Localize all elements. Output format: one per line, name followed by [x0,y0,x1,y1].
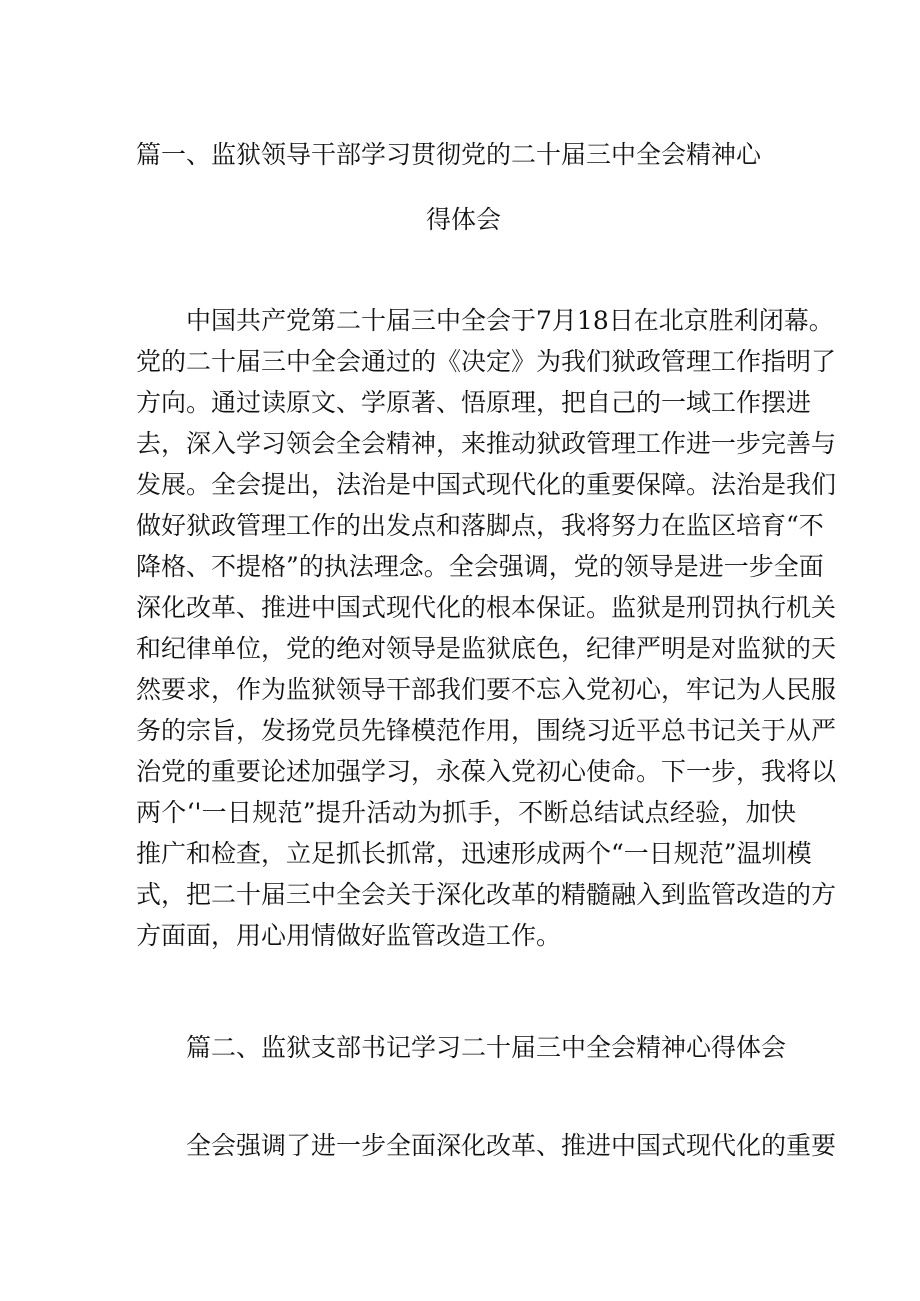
section2-paragraph [136,1125,837,1166]
paragraph-line: 两个‘'一日规范”提升活动为抓手，不断总结试点经验，加快 [136,798,796,827]
paragraph-line: 中国共产党第二十届三中全会于7月18日在北京胜利闭幕。 [186,306,834,335]
paragraph-line: 和纪律单位，党的绝对领导是监狱底色，纪律严明是对监狱的天 [136,634,837,663]
section1-title-line2: 得体会 [426,205,502,234]
section2-title: 篇二、监狱支部书记学习二十届三中全会精神心得体会 [186,1033,787,1062]
paragraph-line: 降格、不提格”的执法理念。全会强调，党的领导是进一步全面 [136,552,824,581]
paragraph-line: 发展。全会提出，法治是中国式现代化的重要保障。法治是我们 [136,470,837,499]
paragraph-line: 然要求，作为监狱领导干部我们要不忘入党初心，牢记为人民服 [136,675,837,704]
paragraph-line: 务的宗旨，发扬党员先锋模范作用，围绕习近平总书记关于从严 [136,716,837,745]
paragraph-line: 推广和检查，立足抓长抓常，迅速形成两个“一日规范”温圳模 [136,839,812,868]
paragraph-line: 方面面，用心用情做好监管改造工作。 [136,921,562,950]
paragraph-line: 深化改革、推进中国式现代化的根本保证。监狱是刑罚执行机关 [136,593,837,622]
paragraph-line: 党的二十届三中全会通过的《决定》为我们狱政管理工作指明了 [136,347,837,376]
section1-title-line1: 篇一、监狱领导干部学习贯彻党的二十届三中全会精神心 [136,140,762,169]
section1-paragraph [136,300,837,956]
paragraph-line: 治党的重要论述加强学习，永葆入党初心使命。下一步，我将以 [136,757,837,786]
paragraph-line: 全会强调了进一步全面深化改革、推进中国式现代化的重要 [186,1131,837,1160]
paragraph-line: 式，把二十届三中全会关于深化改革的精髓融入到监管改造的方 [136,880,837,909]
paragraph-line: 方向。通过读原文、学原著、悟原理，把自己的一域工作摆进 [136,388,812,417]
paragraph-line: 做好狱政管理工作的出发点和落脚点，我将努力在监区培育“不 [136,511,824,540]
paragraph-line: 去，深入学习领会全会精神，来推动狱政管理工作进一步完善与 [136,429,837,458]
